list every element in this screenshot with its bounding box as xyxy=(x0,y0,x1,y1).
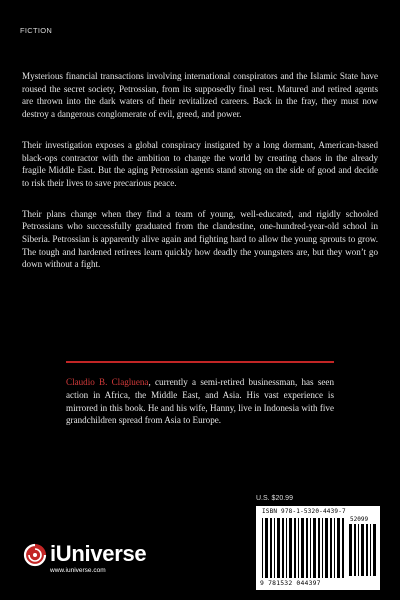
author-bio-text: , currently a semi-retired businessman, has seen action in Africa, the Middle East, and Asia. His vast experience is mirrored in this book. He and his wife, Hanny, live in Indonesia with five grandchildren spread from Asia to Europe. xyxy=(66,377,334,426)
barcode-addon-bars xyxy=(349,524,377,576)
back-cover-blurb xyxy=(22,70,378,289)
publisher-name: iUniverse xyxy=(50,541,147,566)
publisher-logo xyxy=(22,540,172,580)
blurb-paragraph: Their investigation exposes a global conspiracy instigated by a long dormant, American-based black-ops contractor with the ambition to change the world by creating chaos in the already fragile Middle East. But the aging Petrossian agents stand strong on the side of good and decide to risk their lives to save precarious peace. xyxy=(22,139,378,188)
author-bio xyxy=(66,376,334,427)
barcode-addon-number: 52099 xyxy=(350,516,369,523)
iuniverse-swirl-icon xyxy=(22,542,48,568)
blurb-paragraph: Mysterious financial transactions involving international conspirators and the Islamic State have roused the secret society, Petrossian, from its supposedly final rest. Matured and retired agents are thrown into the dark waters of their revitalized careers. Back in the fray, they must now destroy a dangerous conglomerate of evil, greed, and power. xyxy=(22,71,378,120)
category-label: FICTION xyxy=(20,26,53,35)
divider-rule xyxy=(66,361,334,363)
isbn-digits: 9 781532 044397 xyxy=(260,579,321,587)
barcode-bars xyxy=(262,518,346,578)
blurb-paragraph: Their plans change when they find a team of young, well-educated, and rigidly schooled Petrossians who successfully graduated from the clandestine, one-hundred-year-old school in Siberia. Petrossian is apparently alive again and fighting hard to allow the young sprouts to grow. The tough and hardened retirees learn quickly how deadly the youngsters are, but they won’t go down without a fight. xyxy=(22,208,378,270)
isbn-label: ISBN 978-1-5320-4439-7 xyxy=(262,508,346,515)
price-label: U.S. $20.99 xyxy=(256,495,293,502)
isbn-barcode xyxy=(256,506,380,590)
author-name: Claudio B. Clagluena xyxy=(66,377,149,387)
publisher-url: www.iuniverse.com xyxy=(50,567,106,574)
